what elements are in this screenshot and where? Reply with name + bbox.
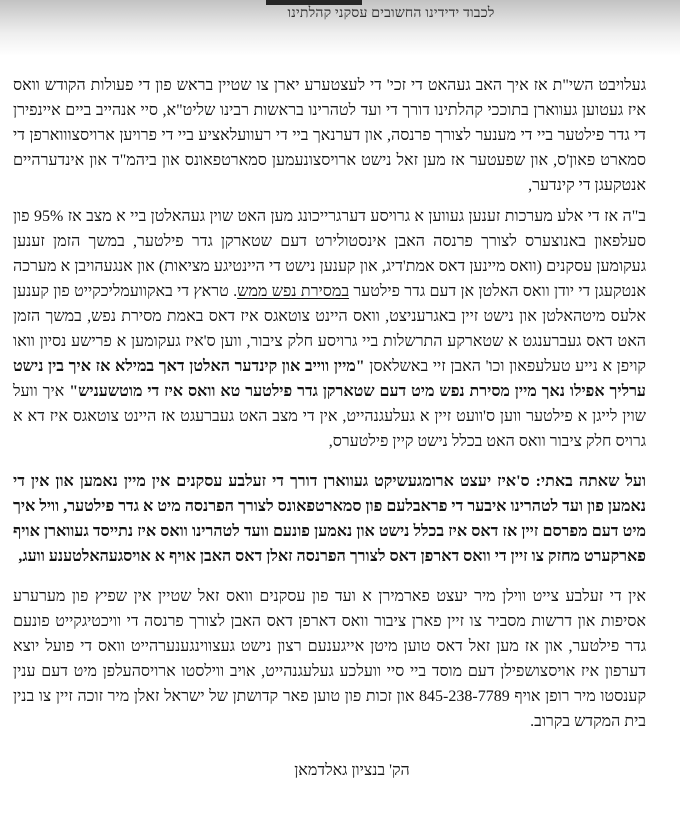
window-fragment-bar <box>266 0 362 5</box>
paragraph-call-to-action <box>13 584 646 734</box>
text-run-normal: געלויבט השי"ת אז איך האב געהאט די זכי' די לעצטערע יארן צו שטיין בראש פון די פעולות הקודש וואס איז געטוען געווארן בתוככי קהלתינו דורך די ועד לטהרינו בראשות רבינו שליט"א, סיי אנהייב ביים איינפירן די גדר פילטער ביי די מענער לצורך פרנסה, און דערנאך ביי די רעוועלאציע ביי די פרויען ארויסצוווארפן די סמארט פאון'ס, און שפעטער אז מען זאל נישט ארויסצונעמען סמארטפאונס און ביהמ"ד און אינדערהיים אנטקעגן די קינדער, <box>13 77 646 194</box>
text-run-bold: "מיין ווייב און קינדער האלטן דאך במילא אז איך בין נישט ערליך אפילו נאך מיין מסירת נפש מיט דעם שטארקן גדר פילטער טא וואס איז די מוטשעניש" <box>13 358 646 400</box>
signature: הק' בנציון גאלדמאן <box>294 762 410 779</box>
text-run-bold: ועל שאתה באתי: ס'איז יעצט ארומגעשיקט געווארן דורך די זעלבע עסקנים אין מיין נאמען און אין די נאמען פון ועד לטהרינו איבער די פראבלעם פון סמארטפאונס לצורך הפרנסה מיט א גדר פילטער, וויל איך מיט דעם מפרסם זיין אז דאס איז בכלל נישט און נאמען פונעם וועד לטהרינו וואס איז נתייסד געווארן אויף פארקערט מחזק צו זיין די וואס דארפן דאס לצורך הפרנסה זאלן דאס האבן אויף א אויסגעהאלטענע וועג, <box>13 473 646 565</box>
text-run-normal: ב"ה אז די אלע מערכות זענען געווען א גרויסע דערגרייכונג מען האט שוין געהאלטן ביי א מצב אז 95% פון סעלפאון באנוצערס לצורך פרנסה האבן אינסטולירט דעם שטארקן גדר פילטער, במשך הזמן זענען געקומען עסקנים (וואס מיינען דאס אמת'דיג, און קענען נישט די היינטיגע מציאות) און אנגעהויבן א מערכה אנטקעגן די יודן וואס האלטן אן דעם גדר פילטער <box>13 208 646 300</box>
text-run-normal: . טראץ די באקוועמליכקייט פון קענען אלעס מיטהאלטן און נישט זיין באגרעניצט, וואס היינט צוטאגס איז דאס באמת מסירת נפש, במשך הזמן האט דאס געברענגט א שטארקע התרשלות ביי גרויסע חלק ציבור, ווען ס'איז געקומען א פרישע נסיון וואו קויפן א נייע טעלעפאון וכו' האבן זיי באשלאסן <box>13 283 646 375</box>
paragraph-intro <box>13 73 646 198</box>
letter-salutation: לכבוד ידידינו החשובים עסקני קהלתינו <box>287 6 495 21</box>
text-run-normal: אין די זעלבע צייט ווילן מיר יעצט פארמירן א ועד פון עסקנים וואס זאל שטיין אין שפיץ פון מערערע אסיפות און דרשות מסביר צו זיין פארן ציבור וואס דארפן דאס האבן לצורך פרנסה די וויכטיגקייט פונעם גדר פילטער, און אז מען זאל דאס טוען מיטן אייגענעם רצון נישט געצווינגענערהייט וואס די פועל יוצא דערפון איז אויסצושפילן דעם מוסד ביי סיי וועלכע געלעגנהייט, אויב ווילסטו ארויסהעלפן מיט דעם ענין קענסטו מיר רופן אויף 845-238-7789 און זכות פון טוען פאר קדושתן של ישראל זאלן מיר זוכה זיין צו בנין בית המקדש בקרוב. <box>13 588 647 730</box>
paragraph-clarification-bold <box>13 469 646 569</box>
paragraph-background <box>13 204 646 454</box>
letter-body <box>13 73 646 740</box>
text-run-underline: במסירת נפש ממש <box>237 283 350 300</box>
text-run-normal: איך וועל שוין לייגן א פילטער ווען ס'וועט זיין א געלעגנהייט, אין די מצב האט געברעגט אז היינט צוטאגס איז דא א גרויס חלק ציבור וואס האט בכלל נישט קיין פילטערס, <box>13 383 646 450</box>
